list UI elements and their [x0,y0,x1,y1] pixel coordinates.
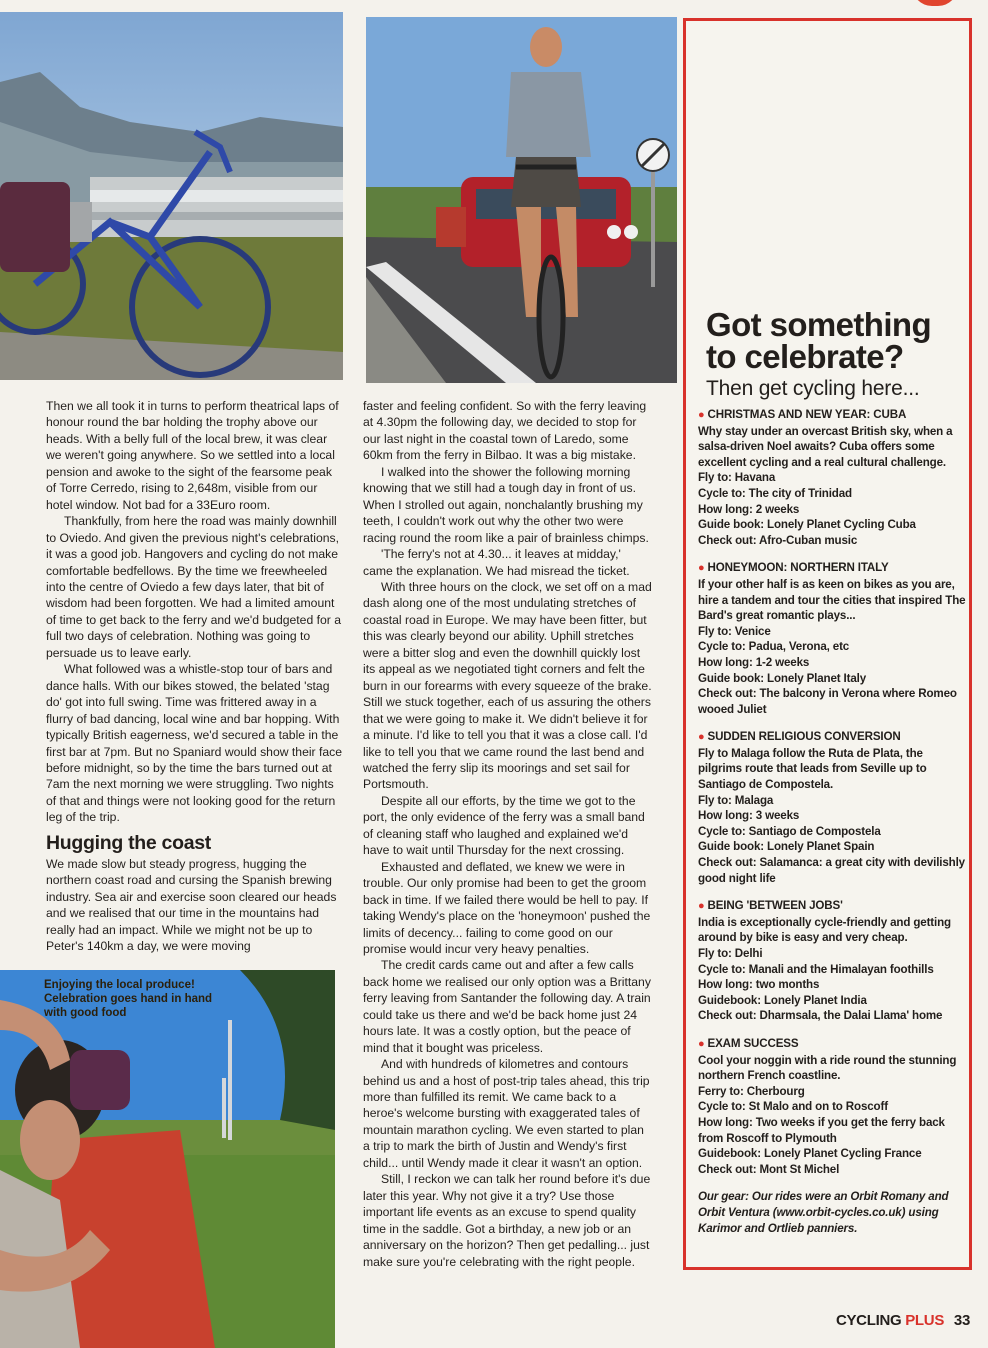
sidebar-line: Check out: Afro-Cuban music [698,533,858,547]
sidebar-body [698,407,966,1236]
sidebar-section-heading [698,729,966,746]
sidebar-intro: Cool your noggin with a ride round the stunning northern French coastline. [698,1053,957,1083]
article-paragraph: The credit cards came out and after a few calls back home we realised our only option was a Brittany ferry leaving from Santander the following day. A train could take us there and we'd be back home just 24 hours late. It was a costly option, but the peace of mind that it bought was priceless. [363,958,651,1055]
sidebar-section-heading [698,560,966,577]
sidebar-section-heading [698,407,966,424]
photo-bike-mountains [0,12,343,380]
sidebar-intro: If your other half is as keen on bikes as you are, hire a tandem and tour the cities that inspired The Bard's great romantic plays... [698,577,966,623]
bullet-icon: ● [698,900,705,913]
sidebar-line: Fly to: Venice [698,624,771,638]
article-paragraph: I walked into the shower the following morning knowing that we still had a tough day in front of us. When I strolled out again, nonchalantly brushing my teeth, I couldn't work out why the other two were racing round the room like a pair of brainless chimps. [363,464,649,545]
sidebar-section [698,407,966,548]
sidebar-line: Fly to: Delhi [698,947,763,960]
sidebar-section [698,1036,966,1177]
sidebar-line: Cycle to: Santiago de Compostela [698,824,881,838]
sidebar-line: Guidebook: Lonely Planet Cycling France [698,1147,922,1161]
article-paragraph: What followed was a whistle-stop tour of bars and dance halls. With our bikes stowed, the belated 'stag do' got into full swing. Time was frittered away in a flurry of bad dancing, local wine and bar hopping. With typically British eagerness, we'd secured a table in the first bar at 7pm. But no Spaniard would show their face before midnight, so by the time the bars turned out at 7am the next morning we were struggling. Two nights of that and things were not looking good for the return leg of the trip. [46,662,343,825]
article-paragraph: And with hundreds of kilometres and contours behind us and a host of post-trip tales ahead, this trip more than fulfilled its remit. We came back to a heroe's welcome bursting with exaggerated tales of mountain marathon cycling. We even started to plan a trip to mark the birth of Justin and Wendy's first child... until Wendy made it clear it wasn't an option. [363,1057,650,1170]
section-heading: Hugging the coast [46,831,211,854]
gear-note: Our gear: Our rides were an Orbit Romany and Orbit Ventura (www.orbit-cycles.co.uk) using Karimor and Ortlieb panniers. [698,1190,949,1235]
sidebar-line: Fly to: Havana [698,471,776,485]
photo-caption: Enjoying the local produce! Celebration goes hand in hand with good food [44,979,213,1019]
bullet-icon: ● [698,409,705,421]
sidebar-line: How long: 3 weeks [698,809,800,823]
sidebar-line: How long: 1-2 weeks [698,655,810,669]
sidebar-intro: Why stay under an overcast British sky, when a salsa-driven Noel awaits? Cuba offers some excellent cycling and a real cultural challenge. [698,424,953,469]
sidebar-line: Check out: The balcony in Verona where Romeo wooed Juliet [698,687,957,716]
photo-eating-food [0,970,335,1348]
sidebar-intro: India is exceptionally cycle-friendly and getting around by bike is easy and very cheap. [698,915,951,945]
page-number: 33 [953,1312,970,1329]
article-paragraph: Exhausted and deflated, we knew we were in trouble. Our only promise had been to get the groom back in time. If we failed there would be hell to pay. If taking Wendy's place on the 'honeymoon' pushed the limits of decency... failing to come good on our promise would incur very heavy penalties. [363,859,651,956]
sidebar-title: Got something to celebrate? [706,306,932,375]
article-paragraph: Despite all our efforts, by the time we got to the port, the only evidence of the ferry was a small band of cleaning staff who laughed and explained we'd have to wait until Thursday for the next crossing. [363,793,645,858]
photo-cyclist-road [366,17,677,383]
heading-text: BEING 'BETWEEN JOBS' [707,899,843,913]
sidebar-line: How long: two months [698,978,820,992]
magazine-name: CYCLING [835,1312,902,1329]
sidebar-line: Check out: Salamanca: a great city with devilishly good night life [698,856,965,885]
article-paragraph: We made slow but steady progress, hugging the northern coast road and cursing the Spanish brewing industry. Sea air and exercise soon cleared our heads and we realised that our time in the mountains had really had an impact. While we might not be up to Peter's 140km a day, we were moving [46,856,337,954]
article-column-middle [363,398,653,1270]
sidebar-line: Check out: Mont St Michel [698,1162,840,1176]
sidebar-line: Guidebook: Lonely Planet India [698,993,867,1007]
article-paragraph: Thankfully, from here the road was mainly downhill to Oviedo. And given the previous night's celebrations, it was a good job. Hangovers and cycling do not make comfortable bedfellows. By the time we freewheeled into the centre of Oviedo a few days later, that bit of wisdom had been forgotten. We had a limited amount of time to get back to the ferry and we'd budgeted for a full two days of celebration. Nothing was going to persuade us to leave early. [46,514,342,660]
article-paragraph: Then we all took it in turns to perform theatrical laps of honour round the bar holding the trophy above our heads. With a belly full of the local brew, it was clear we weren't going anywhere. So we settled into a local pension and awoke to the sight of the fearsome peak of Torre Cerredo, rising to 2,648m, visible from our hotel window. Not bad for a 33Euro room. [46,399,339,512]
bullet-icon: ● [698,1037,705,1050]
sidebar-subtitle: Then get cycling here... [706,377,920,400]
sidebar-line: Cycle to: St Malo and on to Roscoff [698,1100,888,1114]
article-paragraph: With three hours on the clock, we set off on a mad dash along one of the most undulating stretches of coastal road in Europe. We may have been fitter, but this was clearly beyond our ability. Uphill stretches were a bitter slog and even the downhill quickly lost its appeal as we negotiated tight corners and felt the burn in our forearms with every squeeze of the brake. Still we stuck together, each of us assuring the others that we were going to make it. We didn't believe it for a minute. I'd like to tell you that it was a close call. I'd like to tell you that we came round the last bend and watched the ferry slip its moorings and set sail for Portsmouth. [363,579,652,792]
heading-text: CHRISTMAS AND NEW YEAR: CUBA [707,408,907,421]
heading-text: HONEYMOON: NORTHERN ITALY [707,561,889,575]
sidebar-line: Ferry to: Cherbourg [698,1084,805,1098]
sidebar-line: Cycle to: Manali and the Himalayan foothills [698,962,934,976]
sidebar-section-heading [698,1036,966,1053]
heading-text: SUDDEN RELIGIOUS CONVERSION [707,730,901,744]
sidebar-line: Guide book: Lonely Planet Spain [698,840,875,854]
bullet-icon: ● [698,562,705,575]
article-paragraph: Still, I reckon we can talk her round before it's due later this year. Why not give it a try? Use those important life events as an excuse to spend quality time in the saddle. Got a birthday, a new job or an anniversary on the horizon? Then get pedalling... just make sure you're celebrating with the right people. [363,1172,651,1269]
sidebar-section-heading [698,898,966,915]
article-paragraph: 'The ferry's not at 4.30... it leaves at midday,' came the explanation. We had misread the ticket. [363,547,630,578]
sidebar-line: Guide book: Lonely Planet Italy [698,671,866,685]
article-column-left [46,398,344,955]
sidebar-line: Check out: Dharmsala, the Dalai Llama' home [698,1009,943,1023]
page-footer [836,1312,970,1329]
sidebar-line: How long: Two weeks if you get the ferry back from Roscoff to Plymouth [698,1115,945,1145]
sidebar-section [698,560,966,717]
bullet-icon: ● [698,731,705,744]
sidebar-box [683,18,972,1270]
heading-text: EXAM SUCCESS [707,1036,799,1050]
sidebar-line: Guide book: Lonely Planet Cycling Cuba [698,518,916,532]
sidebar-intro: Fly to Malaga follow the Ruta de Plata, the pilgrims route that leads from Seville up to Santiago de Compostela. [698,746,927,792]
sidebar-line: How long: 2 weeks [698,502,800,516]
sidebar-line: Cycle to: Padua, Verona, etc [698,640,850,654]
corner-tab-decoration [912,0,958,6]
sidebar-line: Cycle to: The city of Trinidad [698,486,852,500]
magazine-name-plus: PLUS [905,1312,945,1329]
sidebar-section [698,729,966,886]
sidebar-section [698,898,966,1024]
sidebar-line: Fly to: Malaga [698,793,774,807]
article-paragraph: faster and feeling confident. So with the ferry leaving at 4.30pm the following day, we decided to stop for our last night in the coastal town of Laredo, some 60km from the ferry in Bilbao. It was a big mistake. [363,399,647,463]
